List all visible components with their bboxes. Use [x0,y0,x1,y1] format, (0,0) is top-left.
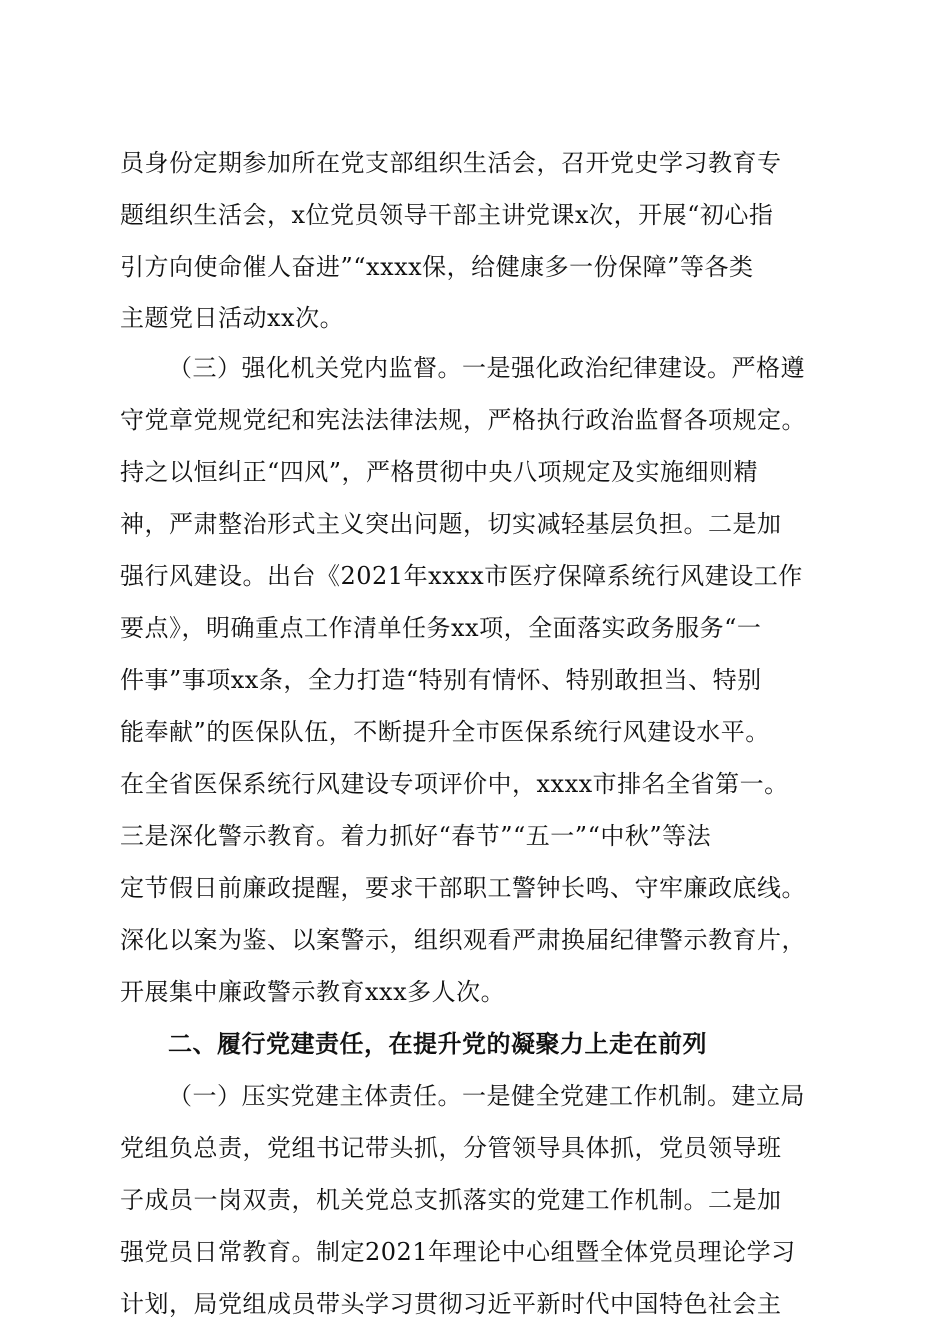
text-line: 持之以恒纠正“四风”，严格贯彻中央八项规定及实施细则精 [120,458,759,486]
subsection-heading-line: （三）强化机关党内监督。一是强化政治纪律建设。严格遵 [168,354,805,382]
text-line: 能奉献”的医保队伍，不断提升全市医保系统行风建设水平。 [120,718,770,746]
text-line: 强党员日常教育。制定2021年理论中心组暨全体党员理论学习 [120,1238,796,1266]
text-line: 员身份定期参加所在党支部组织生活会，召开党史学习教育专 [120,149,782,177]
text-line: 强行风建设。出台《2021年xxxx市医疗保障系统行风建设工作 [120,562,803,590]
subsection-heading-line: （一）压实党建主体责任。一是健全党建工作机制。建立局 [168,1082,805,1110]
text-line: 子成员一岗双责，机关党总支抓落实的党建工作机制。二是加 [120,1186,782,1214]
text-line: 主题党日活动xx次。 [120,304,345,332]
section-heading: 二、履行党建责任，在提升党的凝聚力上走在前列 [168,1030,707,1058]
text-line: 深化以案为鉴、以案警示，组织观看严肃换届纪律警示教育片， [120,926,806,954]
text-line: 在全省医保系统行风建设专项评价中，xxxx市排名全省第一。 [120,770,789,798]
text-line: 计划，局党组成员带头学习贯彻习近平新时代中国特色社会主 [120,1290,782,1318]
text-line: 三是深化警示教育。着力抓好“春节”“五一”“中秋”等法 [120,822,712,850]
text-line: 守党章党规党纪和宪法法律法规，严格执行政治监督各项规定。 [120,406,806,434]
text-line: 题组织生活会，x位党员领导干部主讲党课x次，开展“初心指 [120,201,774,229]
text-line: 党组负总责，党组书记带头抓，分管领导具体抓，党员领导班 [120,1134,782,1162]
text-line: 引方向使命催人奋进”“xxxx保，给健康多一份保障”等各类 [120,253,754,281]
text-line: 件事”事项xx条，全力打造“特别有情怀、特别敢担当、特别 [120,666,762,694]
text-line: 神，严肃整治形式主义突出问题，切实减轻基层负担。二是加 [120,510,782,538]
text-line: 要点》，明确重点工作清单任务xx项，全面落实政务服务“一 [120,614,762,642]
text-line: 开展集中廉政警示教育xxx多人次。 [120,978,506,1006]
text-line: 定节假日前廉政提醒，要求干部职工警钟长鸣、守牢廉政底线。 [120,874,806,902]
